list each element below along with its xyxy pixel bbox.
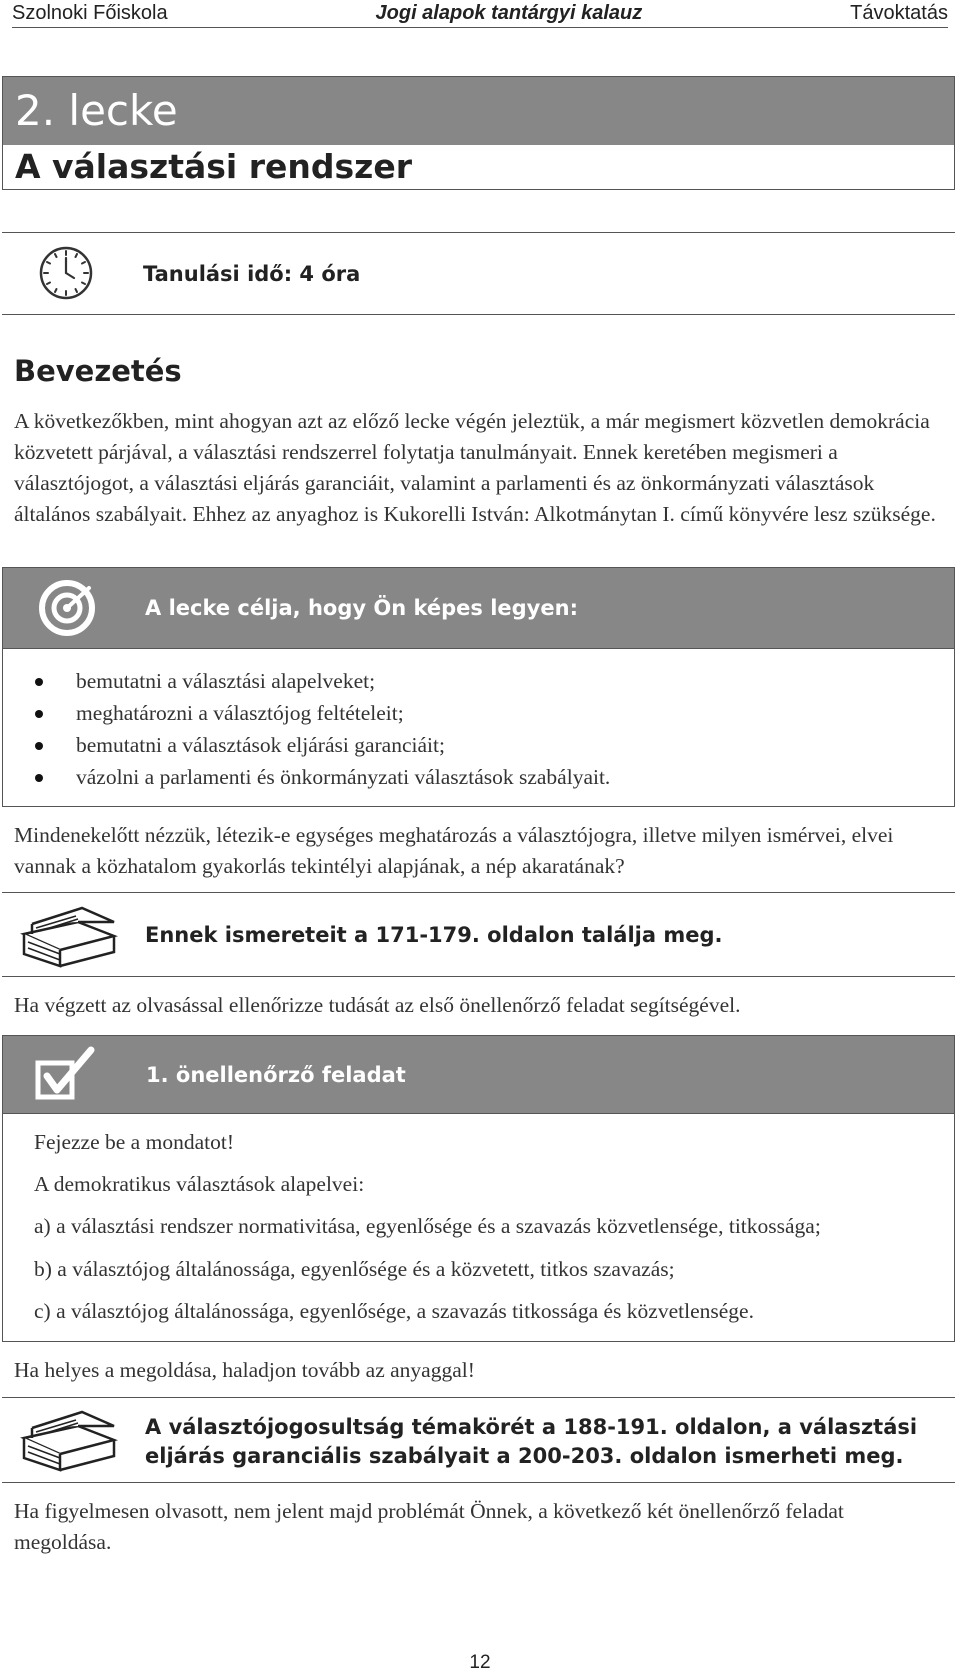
reading-reference-2 (145, 1413, 917, 1471)
divider (2, 1482, 955, 1483)
checkmark-icon (35, 1046, 97, 1109)
exercise-option-b: b) a választójog általánossága, egyenlősége és a közvetett, titkos szavazás; (34, 1257, 675, 1281)
goals-frame (2, 649, 955, 807)
intro-title: Bevezetés (14, 354, 182, 388)
lesson-title-box (2, 76, 955, 190)
header-mode: Távoktatás (850, 2, 948, 24)
reading-reference-2-line1: A választójogosultság témakörét a 188-191. oldalon, a választási (145, 1415, 918, 1439)
goals-list (3, 665, 954, 793)
after-reading-paragraph: Ha végzett az olvasással ellenőrizze tudását az első önellenőrző feladat segítségével. (14, 993, 741, 1017)
intro-paragraph: A következőkben, mint ahogyan azt az előző lecke végén jeleztük, a már megismert közvetlen demokrácia közvetett párjával, a választási rendszerrel folytatja tanulmányait. Ennek keretében megismeri a választójogot, a választási eljárás garanciáit, valamint a parlamenti és az önkormányzati választások általános szabályait. Ehhez az anyaghoz is Kukorelli István: Alkotmánytan I. című könyvére lesz szüksége. (14, 409, 936, 526)
header-institution: Szolnoki Főiskola (12, 2, 168, 24)
header-course-title: Jogi alapok tantárgyi kalauz (375, 2, 643, 24)
divider (2, 232, 955, 233)
exercise-stem: A demokratikus választások alapelvei: (34, 1172, 365, 1196)
list-item: bemutatni a választási alapelveket; (3, 665, 954, 697)
exercise-heading: 1. önellenőrző feladat (146, 1063, 406, 1087)
reading-reference-1: Ennek ismereteit a 171-179. oldalon találja meg. (145, 923, 723, 947)
target-icon (37, 578, 97, 643)
final-paragraph: Ha figyelmesen olvasott, nem jelent majd problémát Önnek, a következő két önellenőrző feladat megoldása. (14, 1499, 844, 1554)
lesson-number: 2. lecke (3, 77, 954, 145)
study-time: Tanulási idő: 4 óra (143, 262, 361, 286)
divider (2, 976, 955, 977)
goals-header (2, 567, 955, 649)
divider (2, 1397, 955, 1398)
running-header (12, 0, 948, 28)
reading-reference-2-line2: eljárás garanciális szabályait a 200-203. oldalon ismerheti meg. (145, 1444, 904, 1468)
exercise-option-c: c) a választójog általánossága, egyenlősége, a szavazás titkossága és közvetlensége. (34, 1299, 754, 1323)
list-item: vázolni a parlamenti és önkormányzati választások szabályait. (3, 761, 954, 793)
page-number: 12 (469, 1652, 491, 1673)
book-icon (18, 902, 118, 973)
book-icon (18, 1406, 118, 1477)
exercise-option-a: a) a választási rendszer normativitása, egyenlősége és a szavazás közvetlensége, titkossága; (34, 1214, 821, 1238)
divider (2, 314, 955, 315)
correct-paragraph: Ha helyes a megoldása, haladjon tovább az anyaggal! (14, 1358, 475, 1382)
clock-icon (38, 245, 94, 306)
question-paragraph: Mindenekelőtt nézzük, létezik-e egységes meghatározás a választójogra, illetve milyen ismérvei, elvei vannak a közhatalom gyakorlás tekintélyi alapjának, a nép akaratának? (14, 823, 894, 878)
lesson-title: A választási rendszer (15, 147, 412, 186)
exercise-instruction: Fejezze be a mondatot! (34, 1130, 234, 1154)
exercise-header (2, 1035, 955, 1114)
exercise-frame (2, 1114, 955, 1342)
list-item: bemutatni a választások eljárási garanciáit; (3, 729, 954, 761)
goals-heading: A lecke célja, hogy Ön képes legyen: (145, 596, 578, 620)
divider (2, 892, 955, 893)
list-item: meghatározni a választójog feltételeit; (3, 697, 954, 729)
